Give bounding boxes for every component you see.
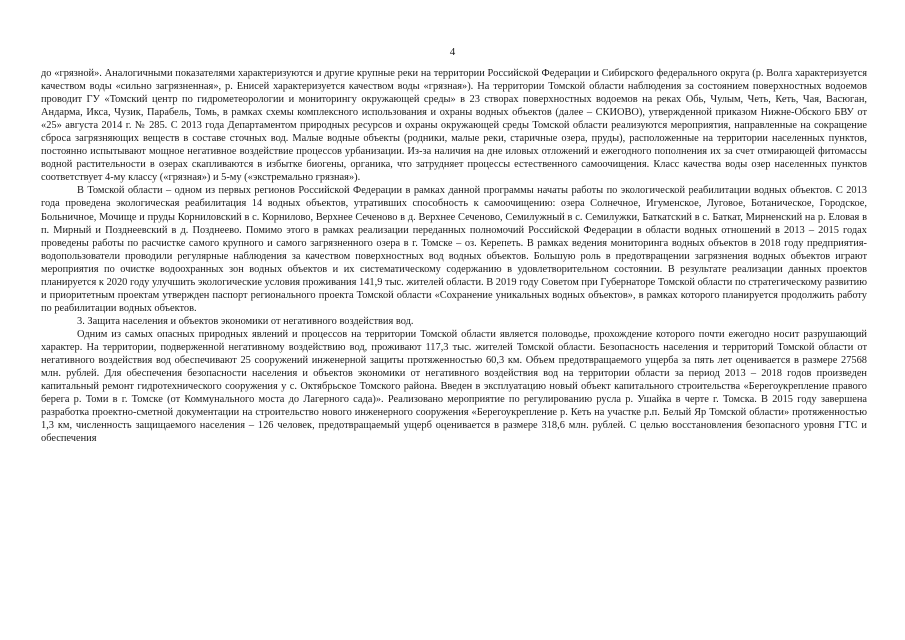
paragraph-rehabilitation: В Томской области – одном из первых регионов Российской Федерации в рамках данной программы начаты работы по экологической реабилитации водных объектов. С 2013 года проведена экологическая реабилитация 14 водных объектов, утративших способность к самоочищению: озера Солнечное, Игуменское, Луговое, Ботаническое, Городское, Больничное, Мочище и пруды Корниловский в с. Корнилово, Верхнее Сеченово в д. Верхнее Сеченово, Семилужный в с. Семилужки, Баткатский в с. Баткат, Мирненский на р. Еловая в п. Мирный и Позднеевский в д. Позднеево. Помимо этого в рамках реализации переданных полномочий Российской Федерации в области водных отношений в 2013 – 2015 годах проведены работы по расчистке самого крупного и самого загрязненного озера в г. Томске – оз. Керепеть. В рамках ведения мониторинга водных объектов в 2018 году предприятия-водопользователи проводили регулярные наблюдения за качеством поверхностных вод водных объектов. Большую роль в предотвращении загрязнения водных объектов играют мероприятия по очистке водоохранных зон водных объектов и их систематическому содержанию в удовлетворительном состоянии. В результате реализации данных проектов планируется к 2020 году улучшить экологические условия проживания 141,9 тыс. жителей области. В 2019 году Советом при Губернаторе Томской области по стратегическому развитию и приоритетным проектам утвержден паспорт регионального проекта Томской области «Сохранение уникальных водных объектов», в рамках которого планируется продолжить работу по реабилитации водных объектов.	[41, 185, 867, 314]
page-number: 4	[449, 46, 456, 58]
document-body	[41, 67, 867, 445]
paragraph-water-quality: до «грязной». Аналогичными показателями характеризуются и другие крупные реки на территории Российской Федерации и Сибирского федерального округа (р. Волга характеризуется качеством воды «сильно загрязненная», р. Енисей характеризуется качеством воды «грязная»). На территории Томской области наблюдения за состоянием поверхностных водоемов проводит ГУ «Томский центр по гидрометеорологии и мониторингу окружающей среды» в 23 створах поверхностных водоемов на реках Обь, Чулым, Четь, Кеть, Чая, Васюган, Андарма, Икса, Чузик, Парабель, Томь, в рамках схемы комплексного использования и охраны водных объектов (далее – СКИОВО), утвержденной приказом Нижне-Обского БВУ от «25» августа 2014 г. № 285. С 2013 года Департаментом природных ресурсов и охраны окружающей среды Томской области реализуются мероприятия, направленные на сокращение сброса загрязняющих веществ в составе сточных вод. Малые водные объекты (родники, малые реки, старичные озера, пруды), расположенные на территории населенных пунктов, постоянно испытывают мощное негативное воздействие процессов урбанизации. Из-за наличия на дне иловых отложений и ежегодного пополнения их за счет отмирающей фитомассы водной растительности в озерах скапливаются в избытке биогены, органика, что затрудняет процессы естественного самоочищения. Класс качества воды озер населенных пунктов соответствует 4-му классу («грязная») и 5-му («экстремально грязная»).	[41, 68, 867, 184]
paragraph-flood-protection: Одним из самых опасных природных явлений и процессов на территории Томской области является половодье, прохождение которого почти ежегодно носит разрушающий характер. На территории, подверженной негативному воздействию вод, проживают 117,3 тыс. жителей Томской области. Безопасность населения и территорий Томской области от негативного воздействия вод обеспечивают 25 сооружений инженерной защиты протяженностью 60,3 км. Объем предотвращаемого ущерба за пять лет оценивается в размере 27568 млн. рублей. Для обеспечения безопасности населения и объектов экономики от негативного воздействия вод на территории области за период 2013 – 2018 годов произведен капитальный ремонт гидротехнического сооружения у с. Октябрьское Томского района. Введен в эксплуатацию новый объект капитального строительства «Берегоукрепление правого берега р. Томи в г. Томске (от Коммунального моста до Лагерного сада)». Реализовано мероприятие по регулированию русла р. Ушайка в черте г. Томска. В 2015 году завершена разработка проектно-сметной документации на строительство нового инженерного сооружения «Берегоукрепление р. Кеть на участке р.п. Белый Яр Томской области» протяженностью 1,3 км, численность защищаемого населения – 126 человек, предотвращаемый ущерб оценивается в размере 318,6 млн. рублей. С целью восстановления безопасного уровня ГТС и обеспечения	[41, 328, 867, 445]
section-heading-flood-protection: 3. Защита населения и объектов экономики от негативного воздействия вод.	[77, 315, 414, 327]
